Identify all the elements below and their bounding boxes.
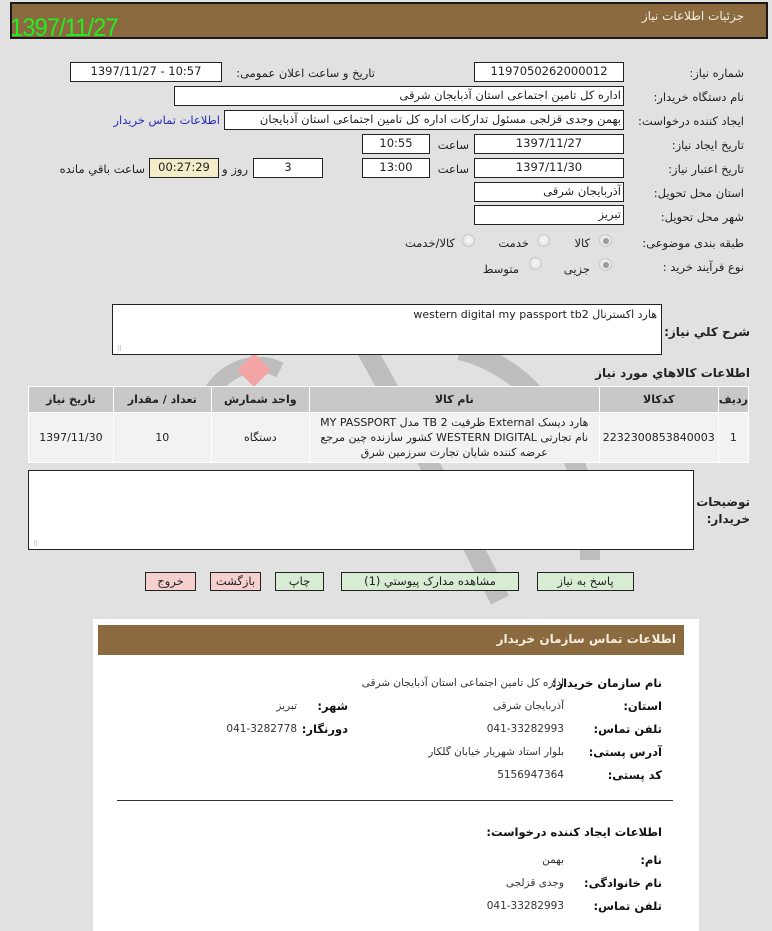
buyer-notes-label-line1: توضیحات — [696, 495, 750, 509]
fax-label: دورنگار: — [301, 722, 348, 736]
cell-qty: 10 — [113, 413, 211, 463]
purchase-radio-partial[interactable] — [599, 258, 612, 271]
purchase-option-partial: جزیی — [563, 262, 590, 276]
category-option-service: خدمت — [498, 236, 529, 250]
page-title: جزئیات اطلاعات نیاز — [641, 9, 744, 23]
col-header-date: تاریخ نیاز — [29, 387, 114, 413]
time-remaining-field: 00:27:29 — [149, 158, 219, 178]
date-stamp-overlay: 1397/11/27 — [10, 14, 118, 42]
creator-info-title: اطلاعات ایجاد کننده درخواست: — [486, 825, 662, 839]
org-name-value: اداره کل تامین اجتماعی استان آذبایجان شرقی — [361, 677, 564, 689]
back-button[interactable]: بازگشت — [210, 572, 261, 591]
category-option-goods: کالا — [574, 236, 590, 250]
cell-unit: دستگاه — [211, 413, 309, 463]
address-label: آدرس پستی: — [588, 745, 662, 759]
delivery-province-label: استان محل تحویل: — [653, 186, 744, 200]
validity-time-field: 13:00 — [362, 158, 430, 178]
creator-family-value: وجدی قزلجی — [505, 877, 564, 889]
resize-grip-icon[interactable]: ⠿ — [117, 345, 123, 353]
category-radio-service[interactable] — [537, 234, 550, 247]
purchase-option-medium: متوسط — [482, 262, 519, 276]
buyer-contact-panel-title: اطلاعات تماس سازمان خریدار — [496, 632, 676, 646]
delivery-city-field: تبریز — [474, 205, 624, 225]
announce-datetime-field: 1397/11/27 - 10:57 — [70, 62, 222, 82]
creator-family-label: نام خانوادگی: — [584, 876, 662, 890]
buyer-notes-textarea[interactable] — [28, 470, 694, 550]
phone-label: تلفن تماس: — [593, 722, 662, 736]
days-label: روز و — [222, 162, 248, 176]
buyer-org-label: نام دستگاه خریدار: — [653, 90, 744, 104]
fax-value: 041-3282778 — [226, 723, 297, 735]
creator-phone-label: تلفن تماس: — [593, 899, 662, 913]
created-date-field: 1397/11/27 — [474, 134, 624, 154]
created-time-label: ساعت — [437, 138, 469, 152]
buyer-contact-info-link[interactable]: اطلاعات تماس خریدار — [113, 113, 220, 127]
description-textarea[interactable] — [112, 304, 662, 355]
validity-date-label: تاریخ اعتبار نیاز: — [668, 162, 744, 176]
goods-table — [28, 386, 749, 463]
resize-grip-icon[interactable]: ⠿ — [33, 540, 39, 548]
days-remaining-field: 3 — [253, 158, 323, 178]
table-row — [29, 413, 749, 463]
time-remaining-label: ساعت باقي مانده — [59, 162, 145, 176]
creator-label: ایجاد کننده درخواست: — [638, 114, 744, 128]
province-label: استان: — [623, 699, 662, 713]
city-label: شهر: — [317, 699, 348, 713]
org-name-label: نام سازمان خریدار: — [551, 676, 662, 690]
goods-table-header-row — [29, 387, 749, 413]
postal-code-label: کد پستی: — [607, 768, 662, 782]
print-button[interactable]: چاپ — [275, 572, 324, 591]
creator-name-label: نام: — [640, 853, 662, 867]
exit-button[interactable]: خروج — [145, 572, 196, 591]
buyer-notes-label-line2: خریدار: — [706, 512, 750, 526]
province-value: آذربایجان شرقی — [492, 700, 564, 712]
col-header-index: ردیف — [718, 387, 748, 413]
col-header-unit: واحد شمارش — [211, 387, 309, 413]
delivery-province-field: آذربایجان شرقی — [474, 182, 624, 202]
category-option-goods-service: کالا/خدمت — [404, 236, 455, 250]
description-text: هارد اکسترنال western digital my passport tb2 — [413, 308, 657, 321]
creator-phone-value: 041-33282993 — [486, 900, 564, 912]
col-header-qty: تعداد / مقدار — [113, 387, 211, 413]
creator-name-value: بهمن — [542, 854, 564, 866]
view-attachments-button[interactable]: مشاهده مدارک پیوستي (1) — [341, 572, 519, 591]
purchase-type-label: نوع فرآیند خرید : — [662, 260, 744, 274]
goods-section-title: اطلاعات کالاهاي مورد نیاز — [595, 366, 750, 380]
need-number-label: شماره نیاز: — [689, 66, 744, 80]
cell-index: 1 — [718, 413, 748, 463]
announce-datetime-label: تاریخ و ساعت اعلان عمومی: — [236, 66, 375, 80]
validity-date-field: 1397/11/30 — [474, 158, 624, 178]
validity-time-label: ساعت — [437, 162, 469, 176]
category-radio-goods-service[interactable] — [462, 234, 475, 247]
category-label: طبقه بندی موضوعی: — [642, 236, 744, 250]
created-date-label: تاریخ ایجاد نیاز: — [671, 138, 744, 152]
delivery-city-label: شهر محل تحویل: — [660, 210, 744, 224]
cell-date: 1397/11/30 — [29, 413, 114, 463]
created-time-field: 10:55 — [362, 134, 430, 154]
description-label: شرح کلي نیاز: — [664, 325, 750, 339]
postal-code-value: 5156947364 — [497, 769, 564, 781]
address-value: بلوار استاد شهریار خیابان گلکار — [428, 746, 564, 758]
buyer-org-field: اداره کل تامین اجتماعی استان آذبایجان شرقی — [174, 86, 624, 106]
phone-value: 041-33282993 — [486, 723, 564, 735]
cell-name: هارد دیسک External ظرفیت 2 TB مدل MY PASSPORT نام تجارتی WESTERN DIGITAL کشور سازنده چین مرجع عرضه کننده شایان تجارت سرزمین شرق — [309, 413, 599, 463]
cell-code: 2232300853840003 — [599, 413, 718, 463]
panel-divider — [117, 800, 673, 801]
city-value: تبریز — [276, 700, 297, 712]
col-header-code: کدکالا — [599, 387, 718, 413]
reply-to-need-button[interactable]: پاسخ به نیاز — [537, 572, 634, 591]
col-header-name: نام کالا — [309, 387, 599, 413]
creator-field: بهمن وجدی قزلجی مسئول تدارکات اداره کل تامین اجتماعی استان آذبایجان — [224, 110, 624, 130]
category-radio-goods[interactable] — [599, 234, 612, 247]
purchase-radio-medium[interactable] — [529, 257, 542, 270]
need-number-field: 1197050262000012 — [474, 62, 624, 82]
